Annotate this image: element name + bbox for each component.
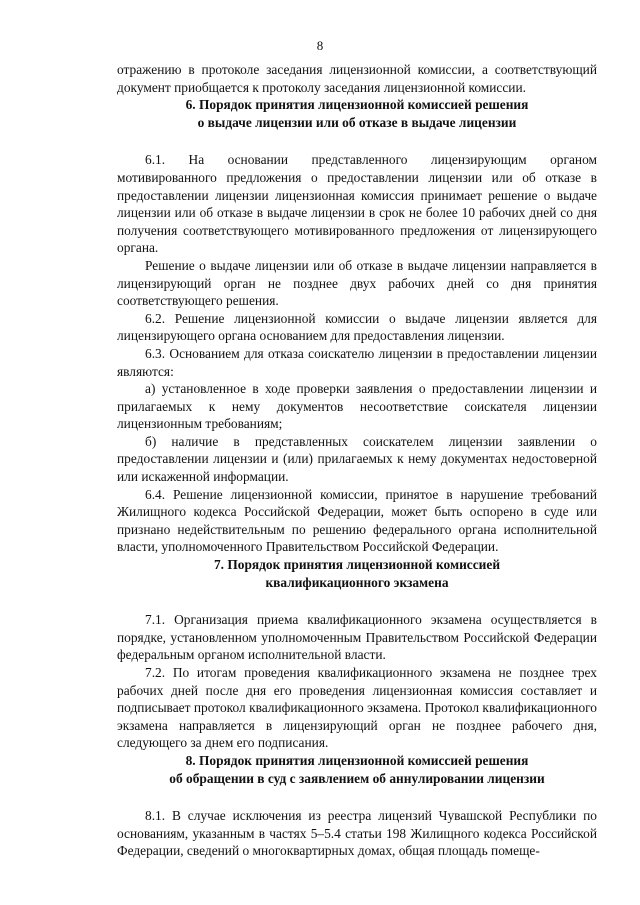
paragraph-6-1-decision: Решение о выдаче лицензии или об отказе в выдаче лицензии направляется в лицензирующий орган не позднее двух рабочих дней со дня принятия соответствующего решения.: [117, 257, 597, 309]
section-7-heading-line-2: квалификационного экзамена: [265, 574, 449, 590]
intro-paragraph: отражению в протоколе заседания лицензионной комиссии, а соответствующий документ приобщается к протоколу заседания лицензионной комиссии.: [117, 62, 597, 95]
document-body: [117, 61, 597, 860]
section-6-heading: [117, 96, 597, 131]
section-6-heading-line-2: о выдаче лицензии или об отказе в выдаче лицензии: [197, 114, 517, 130]
section-7-heading-line-1: 7. Порядок принятия лицензионной комиссией: [213, 557, 501, 573]
paragraph-6-3-a: а) установленное в ходе проверки заявления о предоставлении лицензии и прилагаемых к нему документов несоответствие соискателя лицензии лицензионным требованиям;: [117, 381, 597, 432]
paragraph-6-1: 6.1. На основании представленного лицензирующим органом мотивированного предложения о предоставлении лицензии или об отказе в предоставлении лицензии лицензионная комиссия принимает решение о выдаче лицензии или об отказе в выдаче лицензии в срок не более 10 рабочих дней со дня получения соответствующего мотивированного предложения от лицензирующего органа.: [117, 152, 597, 256]
section-7-heading: [117, 556, 597, 591]
section-8-heading-line-1: 8. Порядок принятия лицензионной комиссией решения: [185, 752, 529, 768]
section-8-heading: [117, 752, 597, 787]
section-6-body: [117, 151, 597, 556]
paragraph-6-3-b: б) наличие в представленных соискателем лицензии заявлении о предоставлении лицензии и (или) прилагаемых к нему документах недостоверной или искаженной информации.: [117, 433, 597, 485]
paragraph-7-2: 7.2. По итогам проведения квалификационного экзамена не позднее трех рабочих дней после дня его проведения лицензионная комиссия составляет и подписывает протокол квалификационного экзамена. Протокол квалификационного экзамена направляется в лицензирующий орган не позднее рабочего дня, следующего за днем его подписания.: [117, 665, 597, 751]
paragraph-6-4: 6.4. Решение лицензионной комиссии, принятое в нарушение требований Жилищного кодекса Российской Федерации, может быть оспорено в суде или признано недействительным по решению федерального органа исполнительной власти, уполномоченного Правительством Российской Федерации.: [117, 486, 597, 555]
section-8-body: [117, 807, 597, 860]
section-7-body: [117, 611, 597, 752]
paragraph-6-2: 6.2. Решение лицензионной комиссии о выдаче лицензии является для лицензирующего органа основанием для предоставления лицензии.: [117, 310, 597, 344]
paragraph-6-3: 6.3. Основанием для отказа соискателю лицензии в предоставлении лицензии являются:: [117, 345, 597, 379]
paragraph-8-1: 8.1. В случае исключения из реестра лицензий Чувашской Республики по основаниям, указанным в частях 5–5.4 статьи 198 Жилищного кодекса Российской Федерации, сведений о многоквартирных домах, общая площадь помеще-: [117, 808, 597, 859]
paragraph-7-1: 7.1. Организация приема квалификационного экзамена осуществляется в порядке, установленном уполномоченным Правительством Российской Федерации федеральным органом исполнительной власти.: [117, 612, 597, 663]
section-6-heading-line-1: 6. Порядок принятия лицензионной комиссией решения: [185, 97, 529, 113]
page-number: 8: [316, 38, 324, 53]
section-8-heading-line-2: об обращении в суд с заявлением об аннулировании лицензии: [169, 770, 545, 786]
